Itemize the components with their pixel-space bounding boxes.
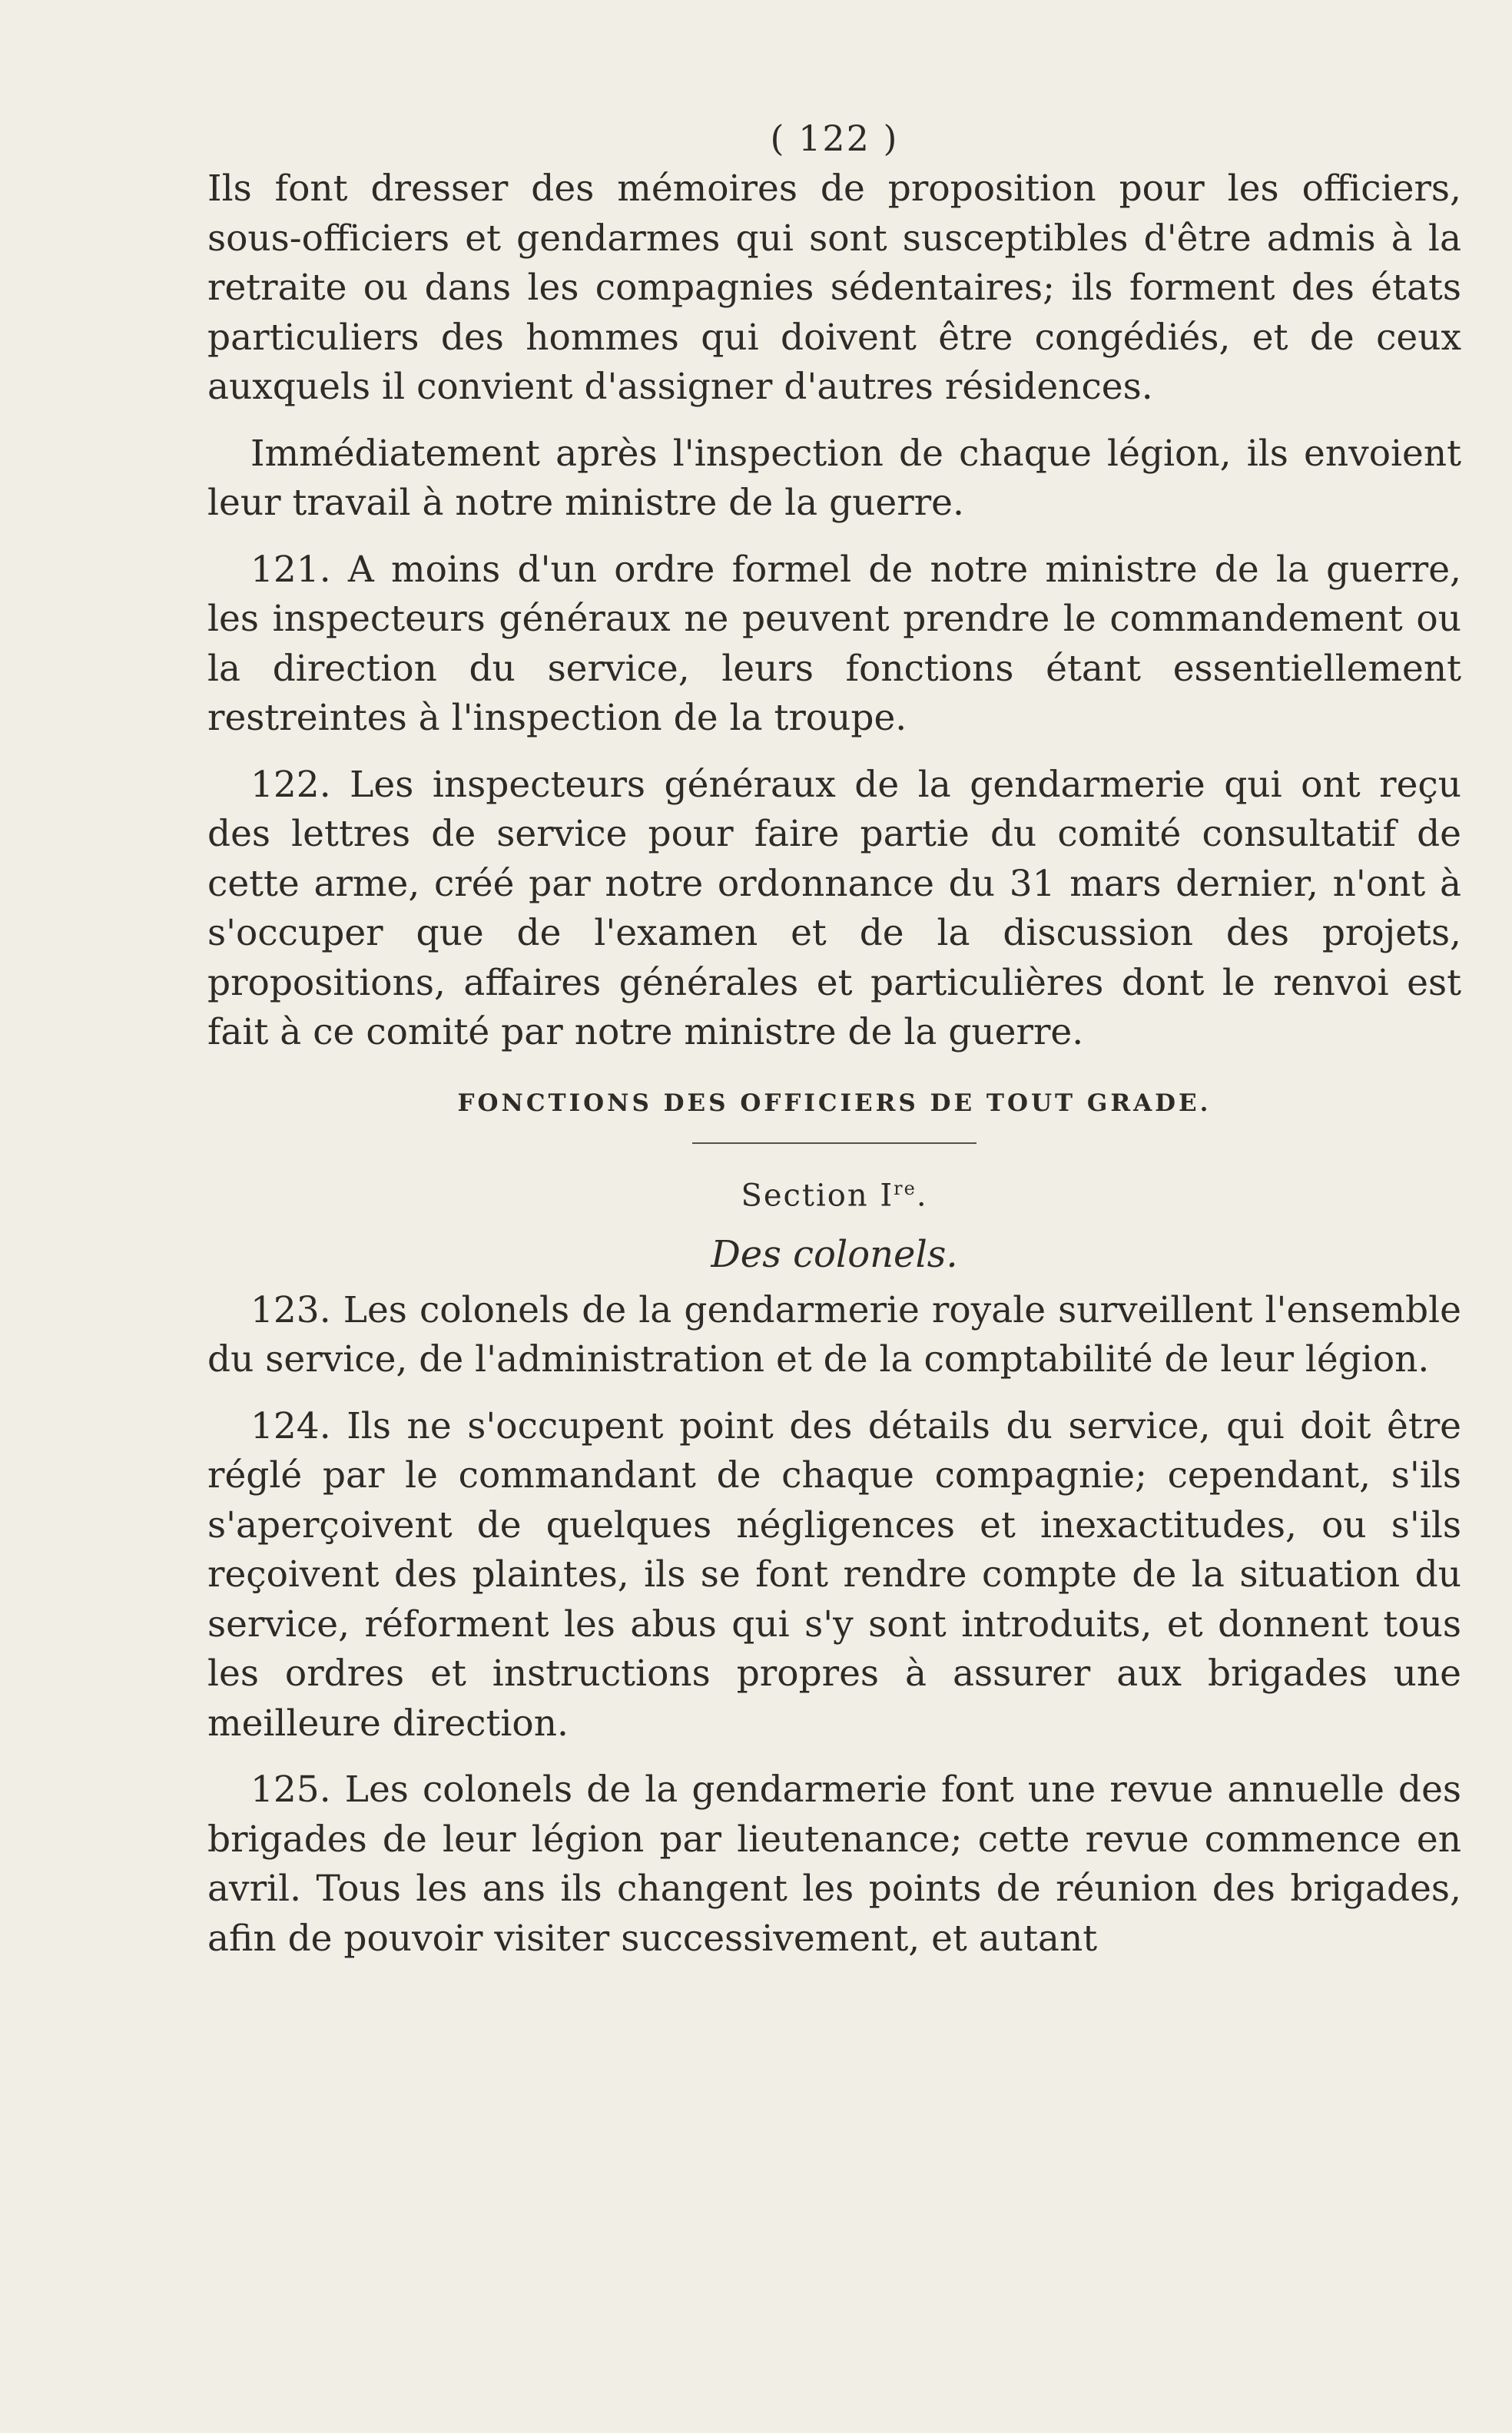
section-ordinal: re xyxy=(894,1177,917,1199)
article-122 xyxy=(207,761,1461,1058)
section-suffix: . xyxy=(916,1177,928,1213)
article-125 xyxy=(207,1765,1461,1964)
page-number: ( 122 ) xyxy=(770,118,899,159)
article-124 xyxy=(207,1402,1461,1749)
article-121 xyxy=(207,545,1461,744)
heading-divider xyxy=(692,1142,976,1144)
paragraph-text: 125. Les colonels de la gendarmerie font une revue annuelle des brigades de leur légion par lieutenance; cette revue commence en avril. Tous les ans ils changent les points de réunion des brigades, afin de pouvoir visiter successivement, et autant xyxy=(207,1768,1461,1960)
paragraph-text: 121. A moins d'un ordre formel de notre ministre de la guerre, les inspecteurs généraux ne peuvent prendre le commandement ou la direction du service, leurs fonctions étant essentiellement restreintes à l'inspection de la troupe. xyxy=(207,548,1461,739)
paragraph-text: Ils font dresser des mémoires de proposition pour les officiers, sous-officiers et gendarmes qui sont susceptibles d'être admis à la retraite ou dans les compagnies sédentaires; ils forment des états particuliers des hommes qui doivent être congédiés, et de ceux auxquels il convient d'assigner d'autres résidences. xyxy=(207,167,1461,408)
chapter-heading: FONCTIONS DES OFFICIERS DE TOUT GRADE. xyxy=(457,1089,1212,1117)
paragraph-proposals xyxy=(207,164,1461,413)
paragraph-after-inspection xyxy=(207,429,1461,529)
paragraph-text: 123. Les colonels de la gendarmerie royale surveillent l'ensemble du service, de l'administration et de la comptabilité de leur légion. xyxy=(207,1288,1461,1381)
section-subtitle: Des colonels. xyxy=(711,1232,958,1276)
paragraph-text: 124. Ils ne s'occupent point des détails du service, qui doit être réglé par le commandant de chaque compagnie; cependant, s'ils s'aperçoivent de quelques négligences et inexactitudes, ou s'ils reçoivent des plaintes, ils se font rendre compte de la situation du service, réforment les abus qui s'y sont introduits, et donnent tous les ordres et instructions propres à assurer aux brigades une meilleure direction. xyxy=(207,1404,1461,1745)
section-label: Section I xyxy=(741,1177,894,1213)
section-title xyxy=(207,1165,1461,1218)
paragraph-text: 122. Les inspecteurs généraux de la gendarmerie qui ont reçu des lettres de service pour faire partie du comité consultatif de cette arme, créé par notre ordonnance du 31 mars dernier, n'ont à s'occuper que de l'examen et de la discussion des projets, propositions, affaires générales et particulières dont le renvoi est fait à ce comité par notre ministre de la guerre. xyxy=(207,763,1461,1053)
paragraph-text: Immédiatement après l'inspection de chaque légion, ils envoient leur travail à notre ministre de la guerre. xyxy=(207,432,1461,524)
book-page xyxy=(207,115,1461,1981)
article-123 xyxy=(207,1286,1461,1385)
